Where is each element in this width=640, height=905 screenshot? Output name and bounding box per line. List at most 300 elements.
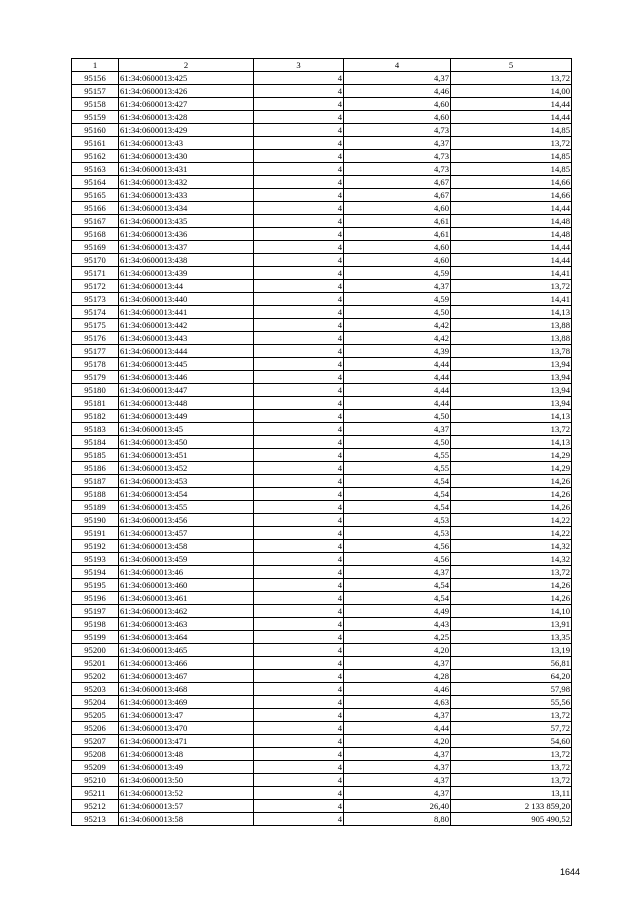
row-number-cell: 95187 bbox=[72, 475, 119, 488]
cadastral-number-cell: 61:34:0600013:433 bbox=[119, 189, 254, 202]
column-header-1: 1 bbox=[72, 59, 119, 72]
column-5-cell: 14,13 bbox=[451, 306, 572, 319]
column-header-3: 3 bbox=[254, 59, 344, 72]
row-number-cell: 95211 bbox=[72, 787, 119, 800]
table-row bbox=[72, 111, 572, 124]
row-number-cell: 95193 bbox=[72, 553, 119, 566]
cadastral-number-cell: 61:34:0600013:446 bbox=[119, 371, 254, 384]
column-3-cell: 4 bbox=[254, 800, 344, 813]
column-5-cell: 14,85 bbox=[451, 163, 572, 176]
row-number-cell: 95198 bbox=[72, 618, 119, 631]
column-4-cell: 4,37 bbox=[344, 748, 451, 761]
column-3-cell: 4 bbox=[254, 72, 344, 85]
column-3-cell: 4 bbox=[254, 423, 344, 436]
cadastral-number-cell: 61:34:0600013:445 bbox=[119, 358, 254, 371]
row-number-cell: 95164 bbox=[72, 176, 119, 189]
column-4-cell: 4,44 bbox=[344, 371, 451, 384]
cadastral-number-cell: 61:34:0600013:456 bbox=[119, 514, 254, 527]
table-row bbox=[72, 436, 572, 449]
row-number-cell: 95159 bbox=[72, 111, 119, 124]
column-3-cell: 4 bbox=[254, 735, 344, 748]
column-5-cell: 14,66 bbox=[451, 176, 572, 189]
table-body bbox=[72, 72, 572, 826]
column-4-cell: 4,55 bbox=[344, 462, 451, 475]
column-4-cell: 8,80 bbox=[344, 813, 451, 826]
column-3-cell: 4 bbox=[254, 579, 344, 592]
column-3-cell: 4 bbox=[254, 475, 344, 488]
column-5-cell: 13,35 bbox=[451, 631, 572, 644]
column-5-cell: 14,44 bbox=[451, 202, 572, 215]
column-4-cell: 4,50 bbox=[344, 306, 451, 319]
cadastral-number-cell: 61:34:0600013:434 bbox=[119, 202, 254, 215]
cadastral-number-cell: 61:34:0600013:454 bbox=[119, 488, 254, 501]
column-3-cell: 4 bbox=[254, 345, 344, 358]
table-row bbox=[72, 722, 572, 735]
column-4-cell: 4,54 bbox=[344, 592, 451, 605]
column-5-cell: 14,13 bbox=[451, 436, 572, 449]
row-number-cell: 95178 bbox=[72, 358, 119, 371]
cadastral-number-cell: 61:34:0600013:439 bbox=[119, 267, 254, 280]
column-4-cell: 4,59 bbox=[344, 267, 451, 280]
row-number-cell: 95157 bbox=[72, 85, 119, 98]
column-5-cell: 13,94 bbox=[451, 371, 572, 384]
column-3-cell: 4 bbox=[254, 514, 344, 527]
cadastral-number-cell: 61:34:0600013:461 bbox=[119, 592, 254, 605]
column-5-cell: 13,91 bbox=[451, 618, 572, 631]
table-row bbox=[72, 566, 572, 579]
column-4-cell: 4,50 bbox=[344, 410, 451, 423]
row-number-cell: 95180 bbox=[72, 384, 119, 397]
column-5-cell: 13,72 bbox=[451, 709, 572, 722]
column-4-cell: 4,67 bbox=[344, 189, 451, 202]
column-5-cell: 13,72 bbox=[451, 566, 572, 579]
row-number-cell: 95166 bbox=[72, 202, 119, 215]
column-5-cell: 13,72 bbox=[451, 748, 572, 761]
column-3-cell: 4 bbox=[254, 410, 344, 423]
column-5-cell: 13,94 bbox=[451, 384, 572, 397]
column-5-cell: 14,85 bbox=[451, 150, 572, 163]
row-number-cell: 95192 bbox=[72, 540, 119, 553]
column-4-cell: 4,28 bbox=[344, 670, 451, 683]
table-row bbox=[72, 124, 572, 137]
table-row bbox=[72, 449, 572, 462]
column-4-cell: 4,55 bbox=[344, 449, 451, 462]
column-4-cell: 4,67 bbox=[344, 176, 451, 189]
table-row bbox=[72, 397, 572, 410]
cadastral-number-cell: 61:34:0600013:448 bbox=[119, 397, 254, 410]
column-3-cell: 4 bbox=[254, 813, 344, 826]
row-number-cell: 95201 bbox=[72, 657, 119, 670]
column-5-cell: 14,44 bbox=[451, 98, 572, 111]
column-3-cell: 4 bbox=[254, 111, 344, 124]
table-row bbox=[72, 371, 572, 384]
table-row bbox=[72, 761, 572, 774]
column-3-cell: 4 bbox=[254, 501, 344, 514]
row-number-cell: 95212 bbox=[72, 800, 119, 813]
column-4-cell: 4,54 bbox=[344, 579, 451, 592]
cadastral-number-cell: 61:34:0600013:48 bbox=[119, 748, 254, 761]
table-row bbox=[72, 176, 572, 189]
table-row bbox=[72, 462, 572, 475]
row-number-cell: 95172 bbox=[72, 280, 119, 293]
column-3-cell: 4 bbox=[254, 566, 344, 579]
cadastral-number-cell: 61:34:0600013:52 bbox=[119, 787, 254, 800]
column-5-cell: 13,72 bbox=[451, 774, 572, 787]
column-3-cell: 4 bbox=[254, 527, 344, 540]
column-3-cell: 4 bbox=[254, 657, 344, 670]
row-number-cell: 95205 bbox=[72, 709, 119, 722]
table-row bbox=[72, 150, 572, 163]
table-row bbox=[72, 189, 572, 202]
cadastral-number-cell: 61:34:0600013:453 bbox=[119, 475, 254, 488]
row-number-cell: 95202 bbox=[72, 670, 119, 683]
table-row bbox=[72, 787, 572, 800]
column-5-cell: 14,41 bbox=[451, 293, 572, 306]
column-4-cell: 4,63 bbox=[344, 696, 451, 709]
table-row bbox=[72, 306, 572, 319]
column-5-cell: 14,00 bbox=[451, 85, 572, 98]
column-5-cell: 13,11 bbox=[451, 787, 572, 800]
table-row bbox=[72, 384, 572, 397]
column-3-cell: 4 bbox=[254, 215, 344, 228]
table-row bbox=[72, 72, 572, 85]
column-4-cell: 4,54 bbox=[344, 475, 451, 488]
table-row bbox=[72, 423, 572, 436]
cadastral-number-cell: 61:34:0600013:444 bbox=[119, 345, 254, 358]
table-row bbox=[72, 215, 572, 228]
table-row bbox=[72, 813, 572, 826]
row-number-cell: 95182 bbox=[72, 410, 119, 423]
column-4-cell: 4,44 bbox=[344, 358, 451, 371]
column-3-cell: 4 bbox=[254, 241, 344, 254]
column-3-cell: 4 bbox=[254, 644, 344, 657]
column-5-cell: 13,72 bbox=[451, 761, 572, 774]
row-number-cell: 95206 bbox=[72, 722, 119, 735]
page-number: 1644 bbox=[560, 867, 581, 877]
cadastral-number-cell: 61:34:0600013:427 bbox=[119, 98, 254, 111]
column-3-cell: 4 bbox=[254, 176, 344, 189]
column-4-cell: 4,49 bbox=[344, 605, 451, 618]
cadastral-number-cell: 61:34:0600013:468 bbox=[119, 683, 254, 696]
column-3-cell: 4 bbox=[254, 761, 344, 774]
column-5-cell: 905 490,52 bbox=[451, 813, 572, 826]
column-3-cell: 4 bbox=[254, 319, 344, 332]
column-3-cell: 4 bbox=[254, 306, 344, 319]
column-4-cell: 4,60 bbox=[344, 202, 451, 215]
column-5-cell: 14,26 bbox=[451, 592, 572, 605]
column-3-cell: 4 bbox=[254, 631, 344, 644]
column-4-cell: 4,20 bbox=[344, 644, 451, 657]
column-5-cell: 13,19 bbox=[451, 644, 572, 657]
table-row bbox=[72, 735, 572, 748]
column-5-cell: 13,78 bbox=[451, 345, 572, 358]
column-4-cell: 4,42 bbox=[344, 332, 451, 345]
column-3-cell: 4 bbox=[254, 137, 344, 150]
row-number-cell: 95209 bbox=[72, 761, 119, 774]
table-row bbox=[72, 267, 572, 280]
row-number-cell: 95203 bbox=[72, 683, 119, 696]
table-row bbox=[72, 137, 572, 150]
cadastral-number-cell: 61:34:0600013:466 bbox=[119, 657, 254, 670]
table-row bbox=[72, 98, 572, 111]
cadastral-number-cell: 61:34:0600013:470 bbox=[119, 722, 254, 735]
cadastral-number-cell: 61:34:0600013:438 bbox=[119, 254, 254, 267]
column-5-cell: 13,72 bbox=[451, 137, 572, 150]
row-number-cell: 95194 bbox=[72, 566, 119, 579]
column-4-cell: 4,44 bbox=[344, 397, 451, 410]
table-row bbox=[72, 280, 572, 293]
column-3-cell: 4 bbox=[254, 696, 344, 709]
column-4-cell: 4,42 bbox=[344, 319, 451, 332]
column-4-cell: 4,56 bbox=[344, 553, 451, 566]
cadastral-number-cell: 61:34:0600013:432 bbox=[119, 176, 254, 189]
column-3-cell: 4 bbox=[254, 670, 344, 683]
cadastral-number-cell: 61:34:0600013:50 bbox=[119, 774, 254, 787]
column-4-cell: 4,37 bbox=[344, 423, 451, 436]
cadastral-number-cell: 61:34:0600013:452 bbox=[119, 462, 254, 475]
column-4-cell: 4,61 bbox=[344, 228, 451, 241]
cadastral-number-cell: 61:34:0600013:425 bbox=[119, 72, 254, 85]
table-row bbox=[72, 683, 572, 696]
column-4-cell: 4,50 bbox=[344, 436, 451, 449]
table-row bbox=[72, 696, 572, 709]
column-4-cell: 4,37 bbox=[344, 761, 451, 774]
column-3-cell: 4 bbox=[254, 254, 344, 267]
cadastral-number-cell: 61:34:0600013:463 bbox=[119, 618, 254, 631]
column-5-cell: 57,72 bbox=[451, 722, 572, 735]
column-5-cell: 13,94 bbox=[451, 397, 572, 410]
column-5-cell: 14,26 bbox=[451, 579, 572, 592]
row-number-cell: 95213 bbox=[72, 813, 119, 826]
column-3-cell: 4 bbox=[254, 618, 344, 631]
row-number-cell: 95162 bbox=[72, 150, 119, 163]
column-5-cell: 14,48 bbox=[451, 215, 572, 228]
row-number-cell: 95158 bbox=[72, 98, 119, 111]
cadastral-number-cell: 61:34:0600013:455 bbox=[119, 501, 254, 514]
cadastral-number-cell: 61:34:0600013:44 bbox=[119, 280, 254, 293]
table-row bbox=[72, 332, 572, 345]
column-3-cell: 4 bbox=[254, 449, 344, 462]
row-number-cell: 95195 bbox=[72, 579, 119, 592]
column-3-cell: 4 bbox=[254, 397, 344, 410]
row-number-cell: 95168 bbox=[72, 228, 119, 241]
cadastral-number-cell: 61:34:0600013:447 bbox=[119, 384, 254, 397]
column-3-cell: 4 bbox=[254, 202, 344, 215]
row-number-cell: 95183 bbox=[72, 423, 119, 436]
table-row bbox=[72, 475, 572, 488]
table-header-row bbox=[72, 59, 572, 72]
column-4-cell: 4,60 bbox=[344, 254, 451, 267]
column-5-cell: 14,48 bbox=[451, 228, 572, 241]
cadastral-number-cell: 61:34:0600013:428 bbox=[119, 111, 254, 124]
column-4-cell: 26,40 bbox=[344, 800, 451, 813]
table-row bbox=[72, 228, 572, 241]
column-3-cell: 4 bbox=[254, 787, 344, 800]
row-number-cell: 95173 bbox=[72, 293, 119, 306]
column-4-cell: 4,43 bbox=[344, 618, 451, 631]
column-3-cell: 4 bbox=[254, 592, 344, 605]
row-number-cell: 95171 bbox=[72, 267, 119, 280]
row-number-cell: 95186 bbox=[72, 462, 119, 475]
column-3-cell: 4 bbox=[254, 98, 344, 111]
column-5-cell: 2 133 859,20 bbox=[451, 800, 572, 813]
cadastral-number-cell: 61:34:0600013:430 bbox=[119, 150, 254, 163]
column-3-cell: 4 bbox=[254, 709, 344, 722]
row-number-cell: 95177 bbox=[72, 345, 119, 358]
cadastral-number-cell: 61:34:0600013:440 bbox=[119, 293, 254, 306]
table-row bbox=[72, 670, 572, 683]
column-3-cell: 4 bbox=[254, 189, 344, 202]
column-5-cell: 64,20 bbox=[451, 670, 572, 683]
table-row bbox=[72, 592, 572, 605]
row-number-cell: 95160 bbox=[72, 124, 119, 137]
table-row bbox=[72, 163, 572, 176]
cadastral-number-cell: 61:34:0600013:457 bbox=[119, 527, 254, 540]
cadastral-number-cell: 61:34:0600013:442 bbox=[119, 319, 254, 332]
column-3-cell: 4 bbox=[254, 371, 344, 384]
column-4-cell: 4,37 bbox=[344, 566, 451, 579]
column-3-cell: 4 bbox=[254, 280, 344, 293]
column-4-cell: 4,37 bbox=[344, 787, 451, 800]
row-number-cell: 95184 bbox=[72, 436, 119, 449]
cadastral-number-cell: 61:34:0600013:431 bbox=[119, 163, 254, 176]
table-row bbox=[72, 319, 572, 332]
column-5-cell: 56,81 bbox=[451, 657, 572, 670]
table-row bbox=[72, 527, 572, 540]
table-row bbox=[72, 618, 572, 631]
column-5-cell: 14,44 bbox=[451, 111, 572, 124]
table-row bbox=[72, 410, 572, 423]
row-number-cell: 95199 bbox=[72, 631, 119, 644]
column-5-cell: 14,29 bbox=[451, 449, 572, 462]
table-row bbox=[72, 514, 572, 527]
column-4-cell: 4,39 bbox=[344, 345, 451, 358]
cadastral-number-cell: 61:34:0600013:451 bbox=[119, 449, 254, 462]
column-5-cell: 14,41 bbox=[451, 267, 572, 280]
column-header-5: 5 bbox=[451, 59, 572, 72]
column-5-cell: 14,85 bbox=[451, 124, 572, 137]
column-3-cell: 4 bbox=[254, 722, 344, 735]
column-3-cell: 4 bbox=[254, 150, 344, 163]
column-3-cell: 4 bbox=[254, 293, 344, 306]
table-row bbox=[72, 241, 572, 254]
cadastral-number-cell: 61:34:0600013:464 bbox=[119, 631, 254, 644]
column-4-cell: 4,53 bbox=[344, 514, 451, 527]
cadastral-number-cell: 61:34:0600013:49 bbox=[119, 761, 254, 774]
table-row bbox=[72, 293, 572, 306]
row-number-cell: 95189 bbox=[72, 501, 119, 514]
column-5-cell: 13,72 bbox=[451, 280, 572, 293]
column-3-cell: 4 bbox=[254, 553, 344, 566]
column-4-cell: 4,44 bbox=[344, 384, 451, 397]
column-5-cell: 13,94 bbox=[451, 358, 572, 371]
column-5-cell: 13,88 bbox=[451, 332, 572, 345]
column-5-cell: 13,72 bbox=[451, 72, 572, 85]
column-5-cell: 14,22 bbox=[451, 527, 572, 540]
cadastral-number-cell: 61:34:0600013:469 bbox=[119, 696, 254, 709]
column-4-cell: 4,73 bbox=[344, 124, 451, 137]
table-row bbox=[72, 644, 572, 657]
cadastral-number-cell: 61:34:0600013:449 bbox=[119, 410, 254, 423]
table-row bbox=[72, 202, 572, 215]
row-number-cell: 95196 bbox=[72, 592, 119, 605]
table-row bbox=[72, 748, 572, 761]
table-row bbox=[72, 774, 572, 787]
table-row bbox=[72, 553, 572, 566]
table-row bbox=[72, 254, 572, 267]
cadastral-number-cell: 61:34:0600013:429 bbox=[119, 124, 254, 137]
column-header-4: 4 bbox=[344, 59, 451, 72]
row-number-cell: 95179 bbox=[72, 371, 119, 384]
cadastral-number-cell: 61:34:0600013:462 bbox=[119, 605, 254, 618]
column-5-cell: 55,56 bbox=[451, 696, 572, 709]
cadastral-number-cell: 61:34:0600013:465 bbox=[119, 644, 254, 657]
column-3-cell: 4 bbox=[254, 163, 344, 176]
cadastral-number-cell: 61:34:0600013:458 bbox=[119, 540, 254, 553]
column-3-cell: 4 bbox=[254, 124, 344, 137]
row-number-cell: 95204 bbox=[72, 696, 119, 709]
column-3-cell: 4 bbox=[254, 267, 344, 280]
row-number-cell: 95200 bbox=[72, 644, 119, 657]
column-3-cell: 4 bbox=[254, 488, 344, 501]
cadastral-number-cell: 61:34:0600013:467 bbox=[119, 670, 254, 683]
row-number-cell: 95197 bbox=[72, 605, 119, 618]
column-4-cell: 4,37 bbox=[344, 709, 451, 722]
column-3-cell: 4 bbox=[254, 85, 344, 98]
column-4-cell: 4,37 bbox=[344, 774, 451, 787]
column-5-cell: 14,26 bbox=[451, 501, 572, 514]
row-number-cell: 95156 bbox=[72, 72, 119, 85]
column-5-cell: 14,32 bbox=[451, 553, 572, 566]
column-5-cell: 14,44 bbox=[451, 241, 572, 254]
row-number-cell: 95170 bbox=[72, 254, 119, 267]
column-5-cell: 14,26 bbox=[451, 488, 572, 501]
cadastral-number-cell: 61:34:0600013:459 bbox=[119, 553, 254, 566]
row-number-cell: 95163 bbox=[72, 163, 119, 176]
column-4-cell: 4,20 bbox=[344, 735, 451, 748]
column-4-cell: 4,61 bbox=[344, 215, 451, 228]
column-5-cell: 57,98 bbox=[451, 683, 572, 696]
table-row bbox=[72, 488, 572, 501]
cadastral-number-cell: 61:34:0600013:460 bbox=[119, 579, 254, 592]
cadastral-number-cell: 61:34:0600013:471 bbox=[119, 735, 254, 748]
cadastral-number-cell: 61:34:0600013:443 bbox=[119, 332, 254, 345]
column-4-cell: 4,54 bbox=[344, 488, 451, 501]
row-number-cell: 95208 bbox=[72, 748, 119, 761]
cadastral-number-cell: 61:34:0600013:57 bbox=[119, 800, 254, 813]
data-table bbox=[71, 58, 572, 826]
column-4-cell: 4,37 bbox=[344, 280, 451, 293]
row-number-cell: 95181 bbox=[72, 397, 119, 410]
row-number-cell: 95175 bbox=[72, 319, 119, 332]
column-5-cell: 14,29 bbox=[451, 462, 572, 475]
column-3-cell: 4 bbox=[254, 683, 344, 696]
cadastral-number-cell: 61:34:0600013:435 bbox=[119, 215, 254, 228]
column-3-cell: 4 bbox=[254, 774, 344, 787]
column-4-cell: 4,37 bbox=[344, 72, 451, 85]
row-number-cell: 95169 bbox=[72, 241, 119, 254]
column-4-cell: 4,44 bbox=[344, 722, 451, 735]
cadastral-number-cell: 61:34:0600013:43 bbox=[119, 137, 254, 150]
table-row bbox=[72, 85, 572, 98]
column-5-cell: 14,26 bbox=[451, 475, 572, 488]
column-3-cell: 4 bbox=[254, 384, 344, 397]
table-row bbox=[72, 709, 572, 722]
column-4-cell: 4,53 bbox=[344, 527, 451, 540]
row-number-cell: 95176 bbox=[72, 332, 119, 345]
column-5-cell: 14,10 bbox=[451, 605, 572, 618]
table-row bbox=[72, 800, 572, 813]
